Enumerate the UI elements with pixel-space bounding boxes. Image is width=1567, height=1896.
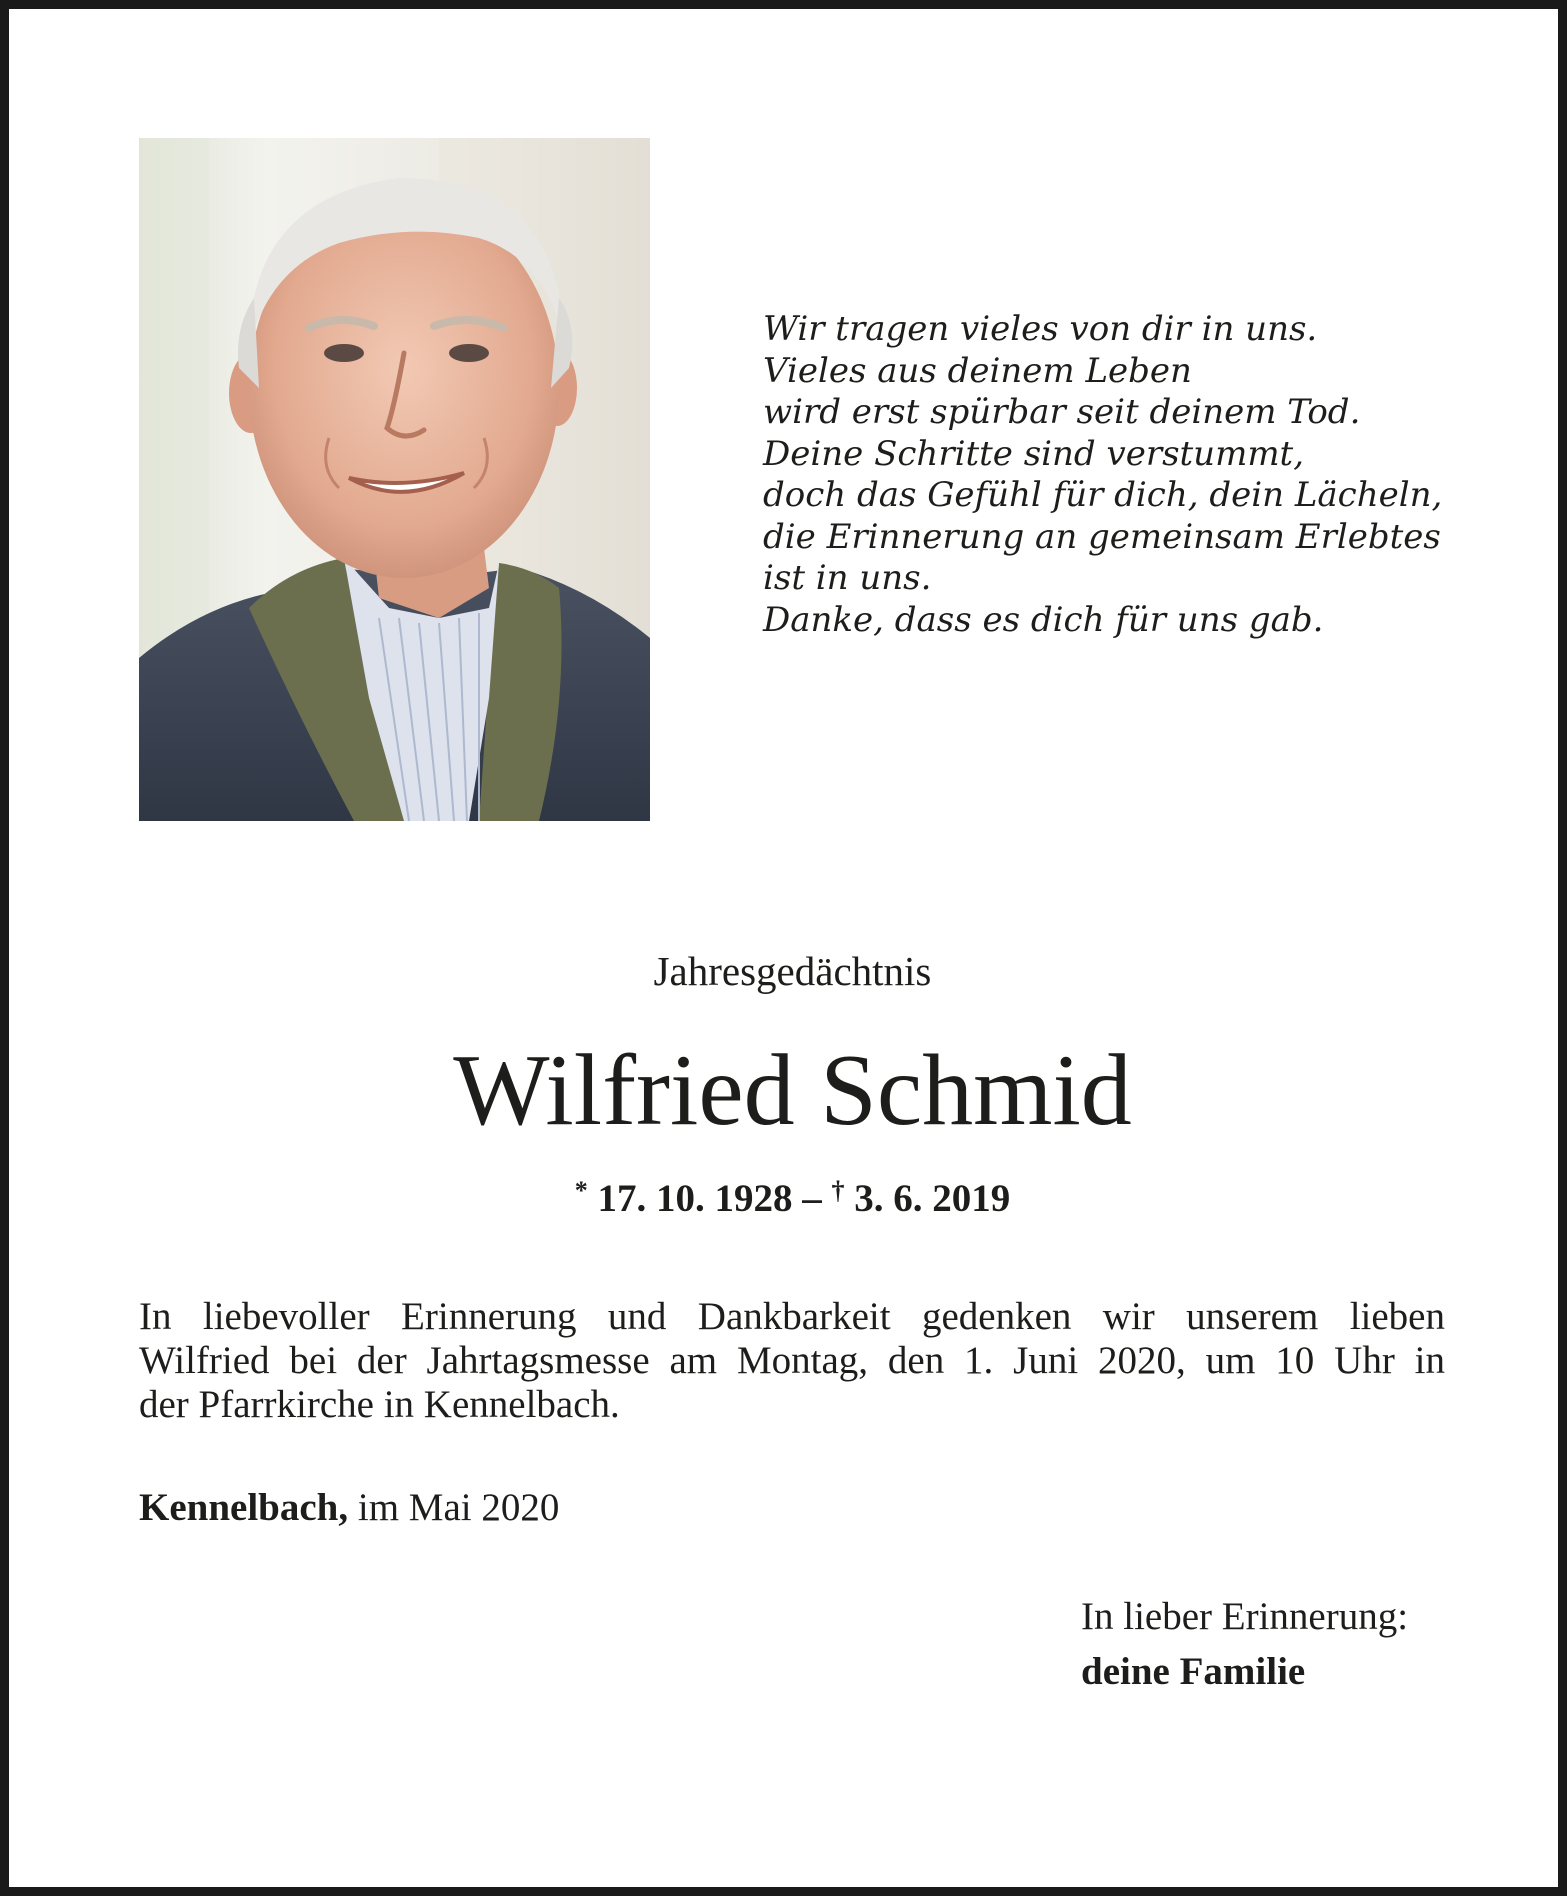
poem-line: Wir tragen vieles von dir in uns. (763, 309, 1318, 349)
announcement-line: Wilfried bei der Jahrtagsmesse am Montag, den 1. Juni 2020, um 10 Uhr in (139, 1339, 1445, 1382)
poem-line: Danke, dass es dich für uns gab. (763, 599, 1324, 640)
place-date (139, 1484, 559, 1532)
poem-line: die Erinnerung an gemeinsam Erlebtes (763, 516, 1441, 557)
deceased-name: Wilfried Schmid (453, 1034, 1132, 1147)
memorial-subtitle: Jahresgedächtnis (653, 948, 932, 994)
poem-line: doch das Gefühl für dich, dein Lächeln, (763, 475, 1443, 515)
birth-date: 17. 10. 1928 (597, 1177, 793, 1220)
announcement-text (139, 1295, 1445, 1427)
poem-line: wird erst spürbar seit deinem Tod. (763, 392, 1361, 432)
death-symbol: † (831, 1176, 845, 1205)
poem-line: ist in uns. (763, 558, 932, 598)
poem-line: Deine Schritte sind verstummt, (763, 433, 1305, 474)
death-date: 3. 6. 2019 (854, 1177, 1011, 1220)
portrait-photo (139, 138, 650, 821)
date: im Mai 2020 (357, 1486, 560, 1529)
announcement-line: der Pfarrkirche in Kennelbach. (139, 1383, 620, 1426)
life-dates (9, 1167, 1567, 1223)
poem-line: Vieles aus deinem Leben (763, 350, 1192, 391)
closing (1081, 1589, 1408, 1699)
birth-symbol: * (574, 1176, 588, 1205)
portrait-illustration (139, 138, 650, 821)
poem (763, 309, 1463, 641)
closing-line: In lieber Erinnerung: (1081, 1595, 1409, 1638)
place: Kennelbach, (139, 1486, 349, 1529)
signature: deine Familie (1081, 1650, 1306, 1693)
announcement-line: In liebevoller Erinnerung und Dankbarkeit gedenken wir unserem lieben (139, 1295, 1445, 1338)
date-separator: – (802, 1177, 822, 1220)
